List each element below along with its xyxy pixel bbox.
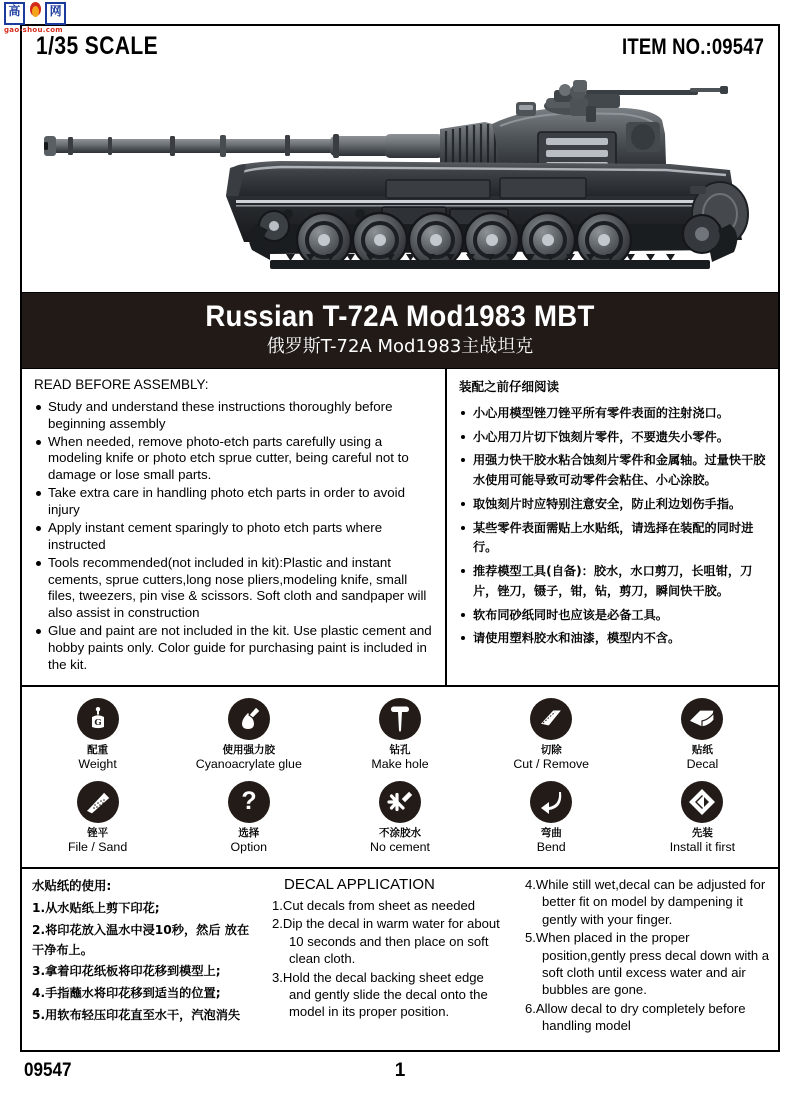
- legend-label-english: Weight: [78, 757, 117, 772]
- instructions-chinese-heading: 装配之前仔细阅读: [459, 378, 560, 394]
- scale-label: 1/35 SCALE: [36, 32, 159, 60]
- decal-step: 1.从水贴纸上剪下印花;: [32, 900, 160, 915]
- instruction-item: Study and understand these instructions thoroughly before beginning assembly: [34, 399, 435, 433]
- legend-item-install-first: [627, 778, 778, 861]
- kit-title-band: [22, 292, 778, 369]
- footer-item-code: 09547: [24, 1060, 72, 1081]
- decal-application-section: [22, 869, 778, 1034]
- item-number-label: ITEM NO.:09547: [621, 34, 764, 59]
- tank-artwork-panel: [22, 74, 778, 292]
- flame-icon: [27, 2, 44, 21]
- legend-row-1: [22, 695, 778, 778]
- decal-step: 6.Allow decal to dry completely before handling model: [525, 1000, 746, 1034]
- decal-english-column-left: [262, 869, 510, 1027]
- watermark-char-gao: 高: [4, 2, 25, 25]
- legend-item-cut-remove: [476, 695, 627, 778]
- file-sand-icon: [77, 781, 119, 823]
- symbol-legend-section: [22, 687, 778, 869]
- tank-illustration: [30, 74, 774, 290]
- decal-english-title: DECAL APPLICATION: [284, 875, 435, 893]
- legend-item-drill-bit: [324, 695, 475, 778]
- instruction-sheet: [20, 24, 780, 1052]
- instructions-english-list: [34, 399, 435, 674]
- searchlight: [626, 122, 660, 152]
- watermark-char-wang: 网: [45, 2, 66, 25]
- decal-step: 1.Cut decals from sheet as needed: [272, 897, 476, 913]
- legend-label-chinese: 钻孔: [389, 743, 411, 756]
- legend-item-bend-arrow: [476, 778, 627, 861]
- legend-label-english: File / Sand: [67, 840, 128, 855]
- sheet-footer: [20, 1058, 780, 1092]
- decal-chinese-steps: [32, 899, 254, 1026]
- instruction-item: 小心用模型锉刀锉平所有零件表面的注射浇口。: [459, 404, 768, 424]
- read-before-assembly-section: [22, 369, 778, 687]
- legend-item-file-sand: [22, 778, 173, 861]
- legend-label-chinese: 配重: [87, 743, 109, 756]
- instructions-english-heading: READ BEFORE ASSEMBLY:: [34, 376, 209, 392]
- legend-label-chinese: 选择: [238, 826, 260, 839]
- legend-label-english: Make hole: [371, 757, 429, 772]
- decal-step: 5.用软布轻压印花直至水干，汽泡消失: [32, 1007, 241, 1022]
- watermark-glyph-row: [4, 2, 66, 25]
- legend-item-decal-sheet: [627, 695, 778, 778]
- footer-page-number: 1: [394, 1060, 406, 1081]
- legend-label-chinese: 先装: [691, 826, 713, 839]
- kit-title-chinese: 俄罗斯T-72A Mod1983主战坦克: [266, 335, 534, 357]
- decal-step: 5.When placed in the proper position,gently press decal down with a soft cloth until excess water and air bubbles are gone.: [525, 930, 770, 998]
- decal-english-steps-right: [520, 876, 770, 1035]
- legend-label-chinese: 锉平: [87, 826, 109, 839]
- legend-item-glue-drop: [173, 695, 324, 778]
- instruction-item: 推荐模型工具(自备)：胶水，水口剪刀，长咀钳，刀片，锉刀，镊子，钳，钻，剪刀，瞬间快干胶。: [459, 562, 768, 602]
- legend-item-no-cement: [324, 778, 475, 861]
- svg-text:?: ?: [241, 787, 257, 815]
- instruction-item: Take extra care in handling photo etch parts in order to avoid injury: [34, 485, 435, 519]
- legend-label-chinese: 切除: [540, 743, 562, 756]
- no-cement-icon: [379, 781, 421, 823]
- legend-label-english: Cut / Remove: [513, 757, 590, 772]
- instructions-chinese-list: [459, 404, 768, 649]
- decal-step: 3.拿着印花纸板将印花移到模型上;: [32, 964, 221, 979]
- instruction-item: 用强力快干胶水粘合蚀刻片零件和金属轴。过量快干胶水使用可能导致可动零件会粘住、小心涂胶。: [459, 451, 768, 491]
- instruction-item: Apply instant cement sparingly to photo etch parts where instructed: [34, 520, 435, 554]
- svg-text:G: G: [93, 717, 102, 728]
- decal-step: 4.While still wet,decal can be adjusted for better fit on model by dampening it gently with your finger.: [525, 876, 766, 927]
- instruction-item: 请使用塑料胶水和油漆，模型内不含。: [459, 629, 768, 649]
- decal-english-steps-left: [272, 897, 502, 1021]
- decal-chinese-column: [22, 869, 262, 1027]
- weight-bottle-icon: [77, 698, 119, 740]
- instruction-item: 取蚀刻片时应特别注意安全，防止利边划伤手指。: [459, 495, 768, 515]
- legend-label-english: Bend: [536, 840, 566, 855]
- glue-drop-icon: [228, 698, 270, 740]
- legend-item-weight-bottle: [22, 695, 173, 778]
- legend-label-english: No cement: [370, 840, 430, 855]
- install-first-icon: [681, 781, 723, 823]
- decal-step: 3.Hold the decal backing sheet edge and gently slide the decal onto the model in its proper position.: [272, 969, 488, 1020]
- legend-item-question-mark: [173, 778, 324, 861]
- decal-step: 2.Dip the decal in warm water for about 10 seconds and then place on soft clean cloth.: [272, 916, 500, 967]
- legend-row-2: [22, 778, 778, 861]
- sheet-header: [22, 26, 778, 74]
- instructions-english-column: [22, 369, 447, 685]
- legend-label-english: Option: [230, 840, 268, 855]
- instruction-item: Glue and paint are not included in the kit. Use plastic cement and hobby paints only. Color guide for purchasing paint is included in the kit.: [34, 623, 435, 674]
- gun-barrel: [44, 134, 443, 158]
- legend-label-chinese: 弯曲: [540, 826, 562, 839]
- instruction-item: 软布同砂纸同时也应该是必备工具。: [459, 606, 768, 626]
- instruction-item: When needed, remove photo-etch parts carefully using a modeling knife or photo etch sprue cutter, being careful not to damage or lose small parts.: [34, 434, 435, 485]
- cut-remove-icon: [530, 698, 572, 740]
- decal-step: 2.将印花放入温水中浸10秒，然后 放在干净布上。: [32, 922, 250, 957]
- instruction-item: Tools recommended(not included in kit):Plastic and instant cements, sprue cutters,long nose pliers,modeling knife, small files, tweezers, pin vise & scissors. Soft cloth and sandpaper will also assist in construction: [34, 555, 435, 623]
- legend-label-chinese: 不涂胶水: [379, 826, 421, 839]
- legend-label-english: Install it first: [669, 840, 736, 855]
- legend-label-chinese: 使用强力胶: [222, 743, 276, 756]
- legend-label-english: Cyanoacrylate glue: [195, 757, 302, 772]
- legend-label-chinese: 贴纸: [691, 743, 713, 756]
- drill-bit-icon: [379, 698, 421, 740]
- instruction-item: 小心用刀片切下蚀刻片零件，不要遗失小零件。: [459, 428, 768, 448]
- question-mark-icon: [228, 781, 270, 823]
- kit-title-english: Russian T-72A Mod1983 MBT: [205, 300, 595, 333]
- instructions-chinese-column: [447, 369, 778, 685]
- decal-chinese-title: 水贴纸的使用:: [32, 877, 112, 893]
- decal-sheet-icon: [681, 698, 723, 740]
- decal-english-column-right: [510, 869, 778, 1034]
- bend-arrow-icon: [530, 781, 572, 823]
- decal-step: 4.手指蘸水将印花移到适当的位置;: [32, 986, 221, 1001]
- watermark-url: gao-shou.com: [4, 26, 63, 34]
- legend-label-english: Decal: [686, 757, 719, 772]
- instruction-item: 某些零件表面需贴上水贴纸，请选择在装配的同时进行。: [459, 519, 768, 559]
